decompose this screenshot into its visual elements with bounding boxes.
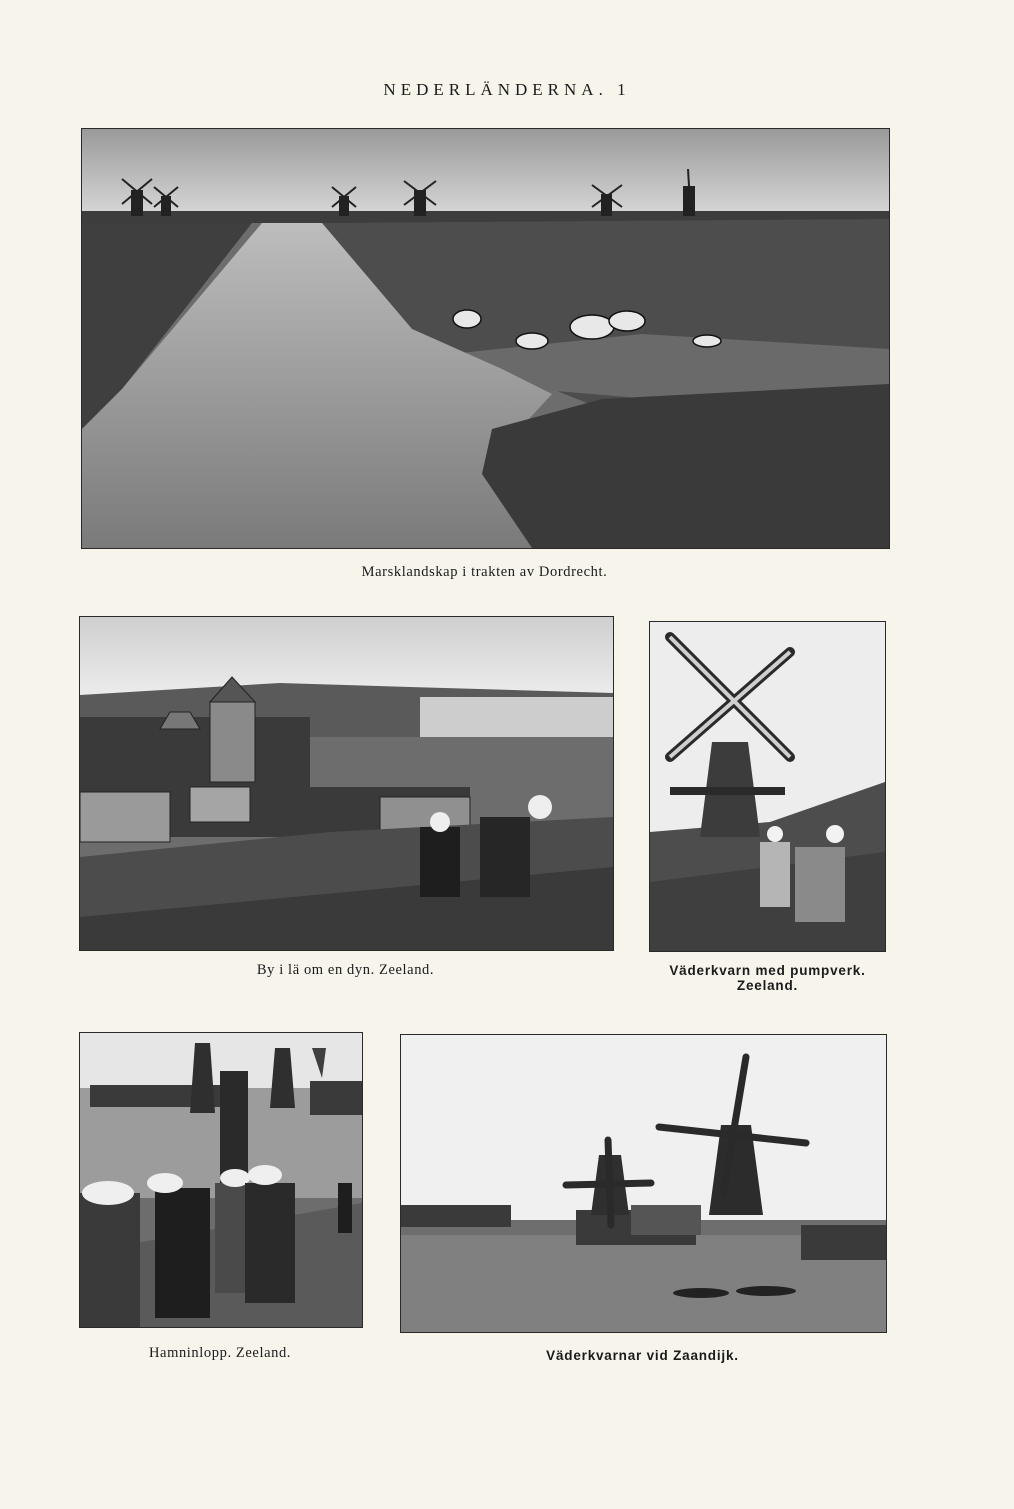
photo-village-dune-caption: By i lä om en dyn. Zeeland. [256,962,435,978]
photo-windmill-pump [649,621,886,952]
photo-windmills-zaandijk-caption: Väderkvarnar vid Zaandijk. [546,1348,739,1363]
page-title: NEDERLÄNDERNA. 1 [383,80,631,99]
photo-windmill-pump-caption [640,963,895,993]
photo-village-dune [79,616,614,951]
photo-windmill-pump-caption-line1: Väderkvarn med pumpverk. [669,963,866,978]
photo-harbour-entrance [79,1032,363,1328]
photo-windmill-pump-caption-line2: Zeeland. [736,978,799,993]
photo-windmills-zaandijk [400,1034,887,1333]
photo-marsh-landscape-caption: Marsklandskap i trakten av Dordrecht. [361,564,608,580]
photo-harbour-entrance-caption: Hamninlopp. Zeeland. [148,1345,292,1361]
photo-marsh-landscape [81,128,890,549]
